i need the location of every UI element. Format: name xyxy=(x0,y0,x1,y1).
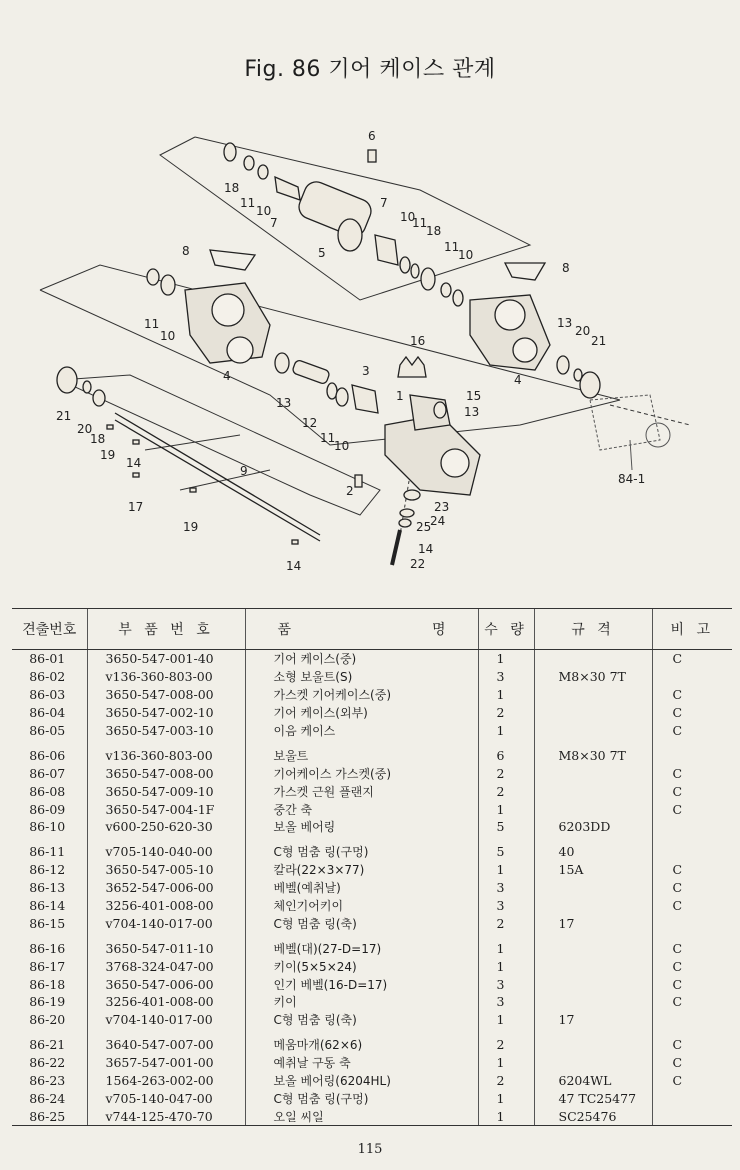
cell-spec: 6203DD xyxy=(534,818,652,836)
callout-label: 12 xyxy=(302,416,318,430)
table-row xyxy=(12,993,732,1011)
cell-name: C형 멈춤 링(축) xyxy=(245,1011,478,1029)
cell-remark xyxy=(652,1011,732,1029)
callout-label: 19 xyxy=(183,520,199,534)
cell-spec xyxy=(534,993,652,1011)
callout-label: 20 xyxy=(77,422,93,436)
callout-label: 8 xyxy=(182,244,190,258)
cell-name: 체인기어키이 xyxy=(245,897,478,915)
callout-label: 19 xyxy=(100,448,116,462)
table-row xyxy=(12,818,732,836)
cell-name: 칼라(22×3×77) xyxy=(245,861,478,879)
callout-label: 1 xyxy=(396,389,404,403)
cell-ref: 86-09 xyxy=(29,801,66,817)
cell-qty: 1 xyxy=(478,650,534,668)
cell-spec xyxy=(534,1054,652,1072)
header-remark: 비 고 xyxy=(652,609,732,650)
cell-spec xyxy=(534,957,652,975)
cell-spec xyxy=(534,879,652,897)
cell-ref: 86-20 xyxy=(29,1012,66,1028)
cell-ref: 86-01 xyxy=(29,651,66,667)
cell-spec xyxy=(534,800,652,818)
cell-ref: 86-24 xyxy=(29,1090,66,1106)
cell-qty: 3 xyxy=(478,897,534,915)
cell-ref: 86-03 xyxy=(29,687,66,703)
table-row xyxy=(12,861,732,879)
cell-ref: 86-11 xyxy=(29,844,66,860)
cell-qty: 2 xyxy=(478,914,534,932)
callout-label: 4 xyxy=(223,369,231,383)
cell-ref: 86-05 xyxy=(29,723,66,738)
cell-name: 기어케이스 가스켓(중) xyxy=(245,764,478,782)
header-spec: 규 격 xyxy=(534,609,652,650)
cell-part: v136-360-803-00 xyxy=(87,739,245,764)
cell-qty: 1 xyxy=(478,1089,534,1107)
cell-qty: 5 xyxy=(478,836,534,861)
cell-name: 인기 베벨(16-D=17) xyxy=(245,975,478,993)
cell-qty: 1 xyxy=(478,861,534,879)
callout-label: 2 xyxy=(346,484,354,498)
cell-remark xyxy=(652,1107,732,1125)
cell-ref: 86-22 xyxy=(29,1055,66,1071)
cell-spec: 17 xyxy=(534,914,652,932)
cell-part: 3640-547-007-00 xyxy=(87,1029,245,1054)
table-row xyxy=(12,897,732,915)
cell-remark xyxy=(652,1089,732,1107)
cell-qty: 1 xyxy=(478,1054,534,1072)
cell-qty: 2 xyxy=(478,1029,534,1054)
cell-qty: 2 xyxy=(478,782,534,800)
cell-remark xyxy=(652,668,732,686)
callout-label: 4 xyxy=(514,373,522,387)
cell-qty: 3 xyxy=(478,993,534,1011)
callout-label: 15 xyxy=(466,389,482,403)
callout-label: 14 xyxy=(286,559,302,573)
frame-84-1 xyxy=(590,395,670,470)
callout-label: 11 xyxy=(444,240,460,254)
cell-qty: 2 xyxy=(478,764,534,782)
cell-qty: 3 xyxy=(478,668,534,686)
table-row xyxy=(12,739,732,764)
cell-remark: C xyxy=(652,704,732,722)
table-header-row xyxy=(12,609,732,650)
parts-table xyxy=(12,608,732,1126)
page-title: Fig. 86 기어 케이스 관계 xyxy=(244,57,496,82)
cell-qty: 3 xyxy=(478,879,534,897)
table-row xyxy=(12,836,732,861)
cell-part: 3650-547-002-10 xyxy=(87,704,245,722)
callout-label: 13 xyxy=(464,405,480,419)
table-row xyxy=(12,782,732,800)
cell-ref: 86-15 xyxy=(29,915,66,931)
cell-ref: 86-21 xyxy=(29,1037,66,1053)
cell-ref: 86-12 xyxy=(29,862,66,878)
cell-part: v136-360-803-00 xyxy=(87,668,245,686)
cell-part: 3256-401-008-00 xyxy=(87,993,245,1011)
cell-name: C형 멈춤 링(축) xyxy=(245,914,478,932)
header-name-a: 품 xyxy=(277,622,292,638)
cell-qty: 2 xyxy=(478,1072,534,1090)
cell-ref: 86-10 xyxy=(29,819,66,835)
cell-spec: 17 xyxy=(534,1011,652,1029)
cell-spec xyxy=(534,782,652,800)
table-row xyxy=(12,764,732,782)
cell-remark: C xyxy=(652,897,732,915)
header-name xyxy=(245,609,478,650)
table-row xyxy=(12,1089,732,1107)
table-row xyxy=(12,879,732,897)
cell-qty: 1 xyxy=(478,722,534,740)
cell-part: v705-140-040-00 xyxy=(87,836,245,861)
header-part-no: 부 품 번 호 xyxy=(87,609,245,650)
cell-part: 3650-547-004-1F xyxy=(87,800,245,818)
cell-qty: 3 xyxy=(478,975,534,993)
cell-part: v704-140-017-00 xyxy=(87,1011,245,1029)
cell-ref: 86-25 xyxy=(12,1107,87,1125)
callout-label: 22 xyxy=(410,557,426,571)
cell-qty: 1 xyxy=(478,1011,534,1029)
callout-label: 84-1 xyxy=(618,472,646,486)
cell-qty: 6 xyxy=(478,739,534,764)
callout-label: 25 xyxy=(416,520,432,534)
callout-label: 10 xyxy=(334,439,350,453)
cell-qty: 2 xyxy=(478,704,534,722)
callout-label: 24 xyxy=(430,514,446,528)
cell-part: v705-140-047-00 xyxy=(87,1089,245,1107)
table-row xyxy=(12,704,732,722)
callout-label: 18 xyxy=(224,181,240,195)
table-row xyxy=(12,1054,732,1072)
cell-spec xyxy=(534,897,652,915)
cell-remark: C xyxy=(652,1054,732,1072)
page-number: 115 xyxy=(357,1142,383,1157)
cell-spec xyxy=(534,686,652,704)
callout-label: 7 xyxy=(380,196,388,210)
cell-name: 기어 케이스(중) xyxy=(245,650,478,668)
cell-ref: 86-07 xyxy=(29,765,66,781)
cell-spec: SC25476 xyxy=(534,1107,652,1125)
callout-label: 16 xyxy=(410,334,426,348)
table-row xyxy=(12,975,732,993)
callout-label: 23 xyxy=(434,500,450,514)
cell-ref: 86-02 xyxy=(29,669,66,685)
cell-part: 3652-547-006-00 xyxy=(87,879,245,897)
cell-name: 보올 베어링(6204HL) xyxy=(245,1072,478,1090)
table-row xyxy=(12,1011,732,1029)
table-row xyxy=(12,686,732,704)
callout-label: 10 xyxy=(400,210,416,224)
cell-remark xyxy=(652,739,732,764)
cell-spec: 6204WL xyxy=(534,1072,652,1090)
cell-spec: M8×30 7T xyxy=(534,668,652,686)
cell-remark: C xyxy=(652,782,732,800)
cell-remark: C xyxy=(652,957,732,975)
cell-remark: C xyxy=(652,975,732,993)
cell-name: C형 멈춤 링(구멍) xyxy=(245,1089,478,1107)
cell-name: 중간 축 xyxy=(245,800,478,818)
cell-remark: C xyxy=(652,861,732,879)
cell-name: 오일 씨일 xyxy=(245,1107,478,1125)
callout-label: 9 xyxy=(240,464,248,478)
callout-label: 6 xyxy=(368,129,376,143)
cell-spec: M8×30 7T xyxy=(534,739,652,764)
cell-part: 3650-547-008-00 xyxy=(87,686,245,704)
callout-label: 11 xyxy=(320,431,336,445)
callout-label: 14 xyxy=(126,456,142,470)
cell-remark: C xyxy=(652,722,732,740)
callout-label: 5 xyxy=(318,246,326,260)
cell-name: 가스켓 기어케이스(중) xyxy=(245,686,478,704)
cell-remark: C xyxy=(652,993,732,1011)
table-row xyxy=(12,1072,732,1090)
cell-qty: 1 xyxy=(478,1107,534,1125)
cell-part: 3650-547-006-00 xyxy=(87,975,245,993)
cell-name: 기어 케이스(외부) xyxy=(245,704,478,722)
cell-remark: C xyxy=(652,1029,732,1054)
cell-remark xyxy=(652,818,732,836)
callout-label: 10 xyxy=(160,329,176,343)
cell-ref: 86-14 xyxy=(29,898,66,914)
cell-name: 이음 케이스 xyxy=(245,722,478,740)
cell-spec xyxy=(534,932,652,957)
cell-ref: 86-08 xyxy=(29,783,66,799)
cell-ref: 86-06 xyxy=(29,747,66,763)
table-row xyxy=(12,1107,732,1125)
cell-name: 키이(5×5×24) xyxy=(245,957,478,975)
cell-ref: 86-23 xyxy=(29,1073,66,1089)
cell-ref: 86-16 xyxy=(29,940,66,956)
table-row xyxy=(12,957,732,975)
callout-label: 7 xyxy=(270,216,278,230)
callout-label: 11 xyxy=(240,196,256,210)
cell-remark: C xyxy=(652,800,732,818)
cell-name: 베벨(예취날) xyxy=(245,879,478,897)
cell-spec: 15A xyxy=(534,861,652,879)
cell-remark: C xyxy=(652,650,732,668)
cell-part: 3650-547-009-10 xyxy=(87,782,245,800)
callout-label: 8 xyxy=(562,261,570,275)
cell-spec: 47 TC25477 xyxy=(534,1089,652,1107)
cell-spec xyxy=(534,722,652,740)
table-row xyxy=(12,722,732,740)
cell-part: 3650-547-005-10 xyxy=(87,861,245,879)
cell-qty: 1 xyxy=(478,686,534,704)
cell-remark: C xyxy=(652,879,732,897)
cell-part: 3256-401-008-00 xyxy=(87,897,245,915)
callout-label: 20 xyxy=(575,324,591,338)
cell-part: 3650-547-011-10 xyxy=(87,932,245,957)
header-qty: 수 량 xyxy=(478,609,534,650)
cell-name: 예취날 구동 축 xyxy=(245,1054,478,1072)
callout-label: 21 xyxy=(56,409,72,423)
cell-name: 보올 베어링 xyxy=(245,818,478,836)
header-name-b: 명 xyxy=(431,622,446,638)
callout-label: 18 xyxy=(426,224,442,238)
cell-name: 보울트 xyxy=(245,739,478,764)
cell-qty: 1 xyxy=(478,932,534,957)
callout-label: 17 xyxy=(128,500,144,514)
table-row xyxy=(12,914,732,932)
cell-part: 3650-547-008-00 xyxy=(87,764,245,782)
cell-spec xyxy=(534,764,652,782)
callout-label: 14 xyxy=(418,542,434,556)
cell-part: 3768-324-047-00 xyxy=(87,957,245,975)
cell-qty: 5 xyxy=(478,818,534,836)
cell-remark xyxy=(652,914,732,932)
cell-ref: 86-18 xyxy=(29,976,66,992)
cell-name: C형 멈춤 링(구멍) xyxy=(245,836,478,861)
cell-remark: C xyxy=(652,764,732,782)
callout-label: 10 xyxy=(256,204,272,218)
cell-ref: 86-17 xyxy=(29,958,66,974)
cell-part: v744-125-470-70 xyxy=(87,1107,245,1125)
callout-label: 13 xyxy=(276,396,292,410)
cell-spec: 40 xyxy=(534,836,652,861)
cell-ref: 86-04 xyxy=(29,705,66,721)
cell-qty: 1 xyxy=(478,800,534,818)
cell-part: 3657-547-001-00 xyxy=(87,1054,245,1072)
cell-remark xyxy=(652,836,732,861)
table-row xyxy=(12,800,732,818)
table-row xyxy=(12,668,732,686)
cell-remark: C xyxy=(652,1072,732,1090)
table-body xyxy=(12,650,732,1126)
cell-remark: C xyxy=(652,932,732,957)
cell-part: 1564-263-002-00 xyxy=(87,1072,245,1090)
callout-label: 11 xyxy=(412,216,428,230)
cell-spec xyxy=(534,975,652,993)
cell-part: 3650-547-001-40 xyxy=(87,650,245,668)
callout-label: 18 xyxy=(90,432,106,446)
table-row xyxy=(12,1029,732,1054)
table-row xyxy=(12,932,732,957)
cell-name: 키이 xyxy=(245,993,478,1011)
cell-part: v600-250-620-30 xyxy=(87,818,245,836)
cell-name: 소형 보울트(S) xyxy=(245,668,478,686)
cell-name: 베벨(대)(27-D=17) xyxy=(245,932,478,957)
callout-label: 10 xyxy=(458,248,474,262)
cell-qty: 1 xyxy=(478,957,534,975)
cell-ref: 86-19 xyxy=(29,994,66,1010)
cell-name: 메움마개(62×6) xyxy=(245,1029,478,1054)
cell-spec xyxy=(534,704,652,722)
cell-part: v704-140-017-00 xyxy=(87,914,245,932)
exploded-parts-diagram xyxy=(0,95,740,600)
header-ref: 견출번호 xyxy=(12,609,87,650)
cell-spec xyxy=(534,1029,652,1054)
cell-name: 가스켓 근원 플랜지 xyxy=(245,782,478,800)
callout-label: 3 xyxy=(362,364,370,378)
cell-remark: C xyxy=(652,686,732,704)
callout-label: 11 xyxy=(144,317,160,331)
cell-ref: 86-13 xyxy=(29,880,66,896)
table-row xyxy=(12,650,732,668)
callout-label: 21 xyxy=(591,334,607,348)
cell-spec xyxy=(534,650,652,668)
callout-label: 13 xyxy=(557,316,573,330)
cell-part: 3650-547-003-10 xyxy=(87,722,245,740)
